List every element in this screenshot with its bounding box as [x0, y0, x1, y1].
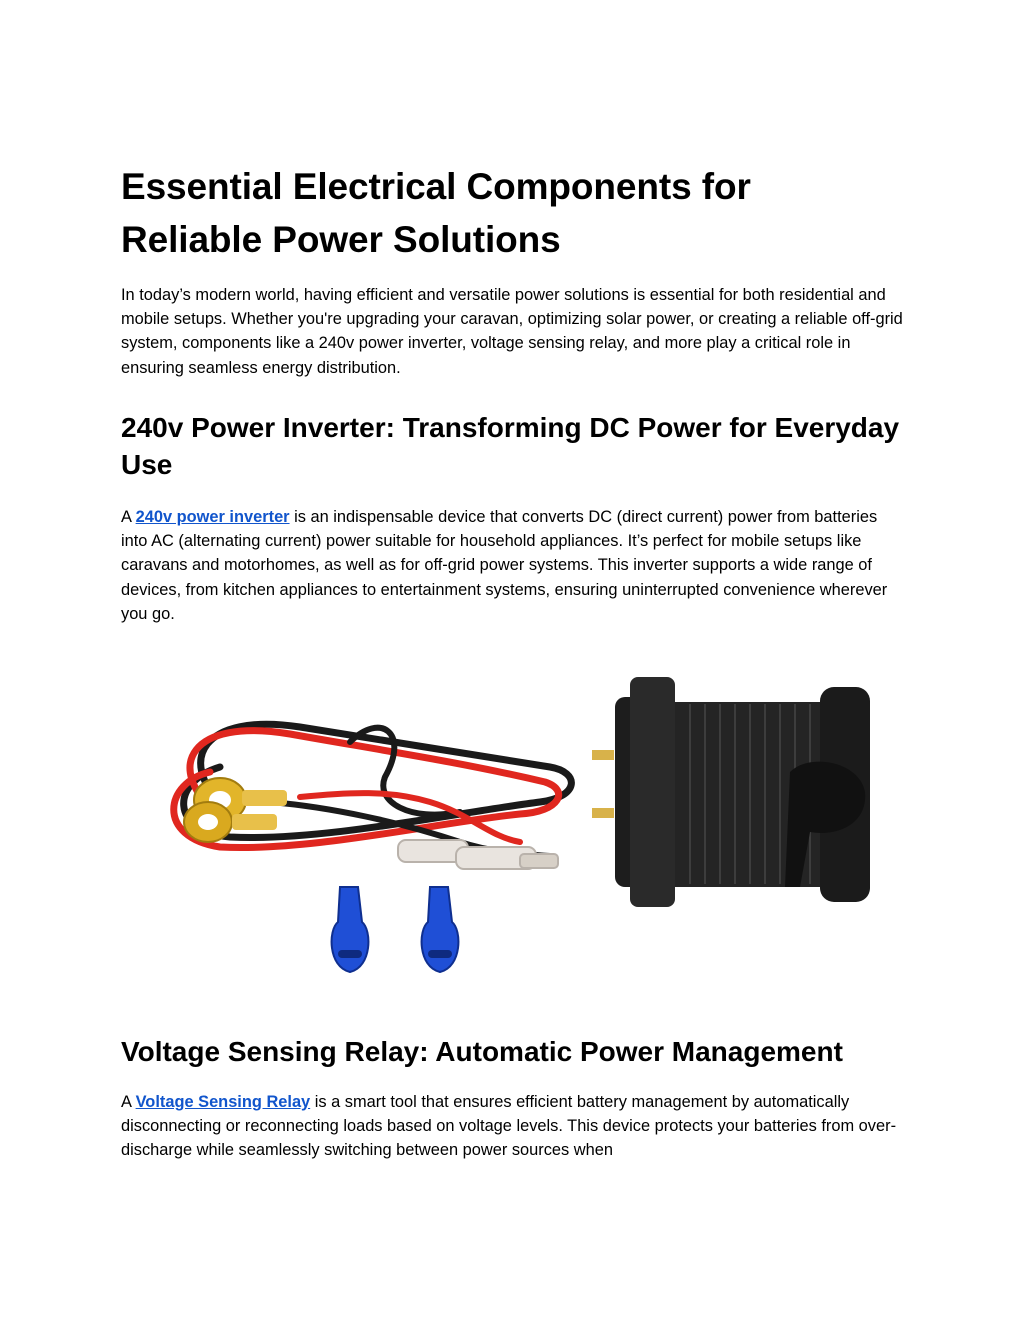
- relay-paragraph: [121, 1090, 906, 1163]
- ring-terminals: [184, 778, 287, 842]
- blue-terminals: [332, 887, 459, 972]
- inverter-lead: A: [121, 508, 136, 526]
- page-title: Essential Electrical Components for Reliable Power Solutions: [121, 166, 751, 260]
- inverter-heading: 240v Power Inverter: Transforming DC Power for Everyday Use: [121, 412, 900, 480]
- socket-housing: [592, 677, 870, 907]
- intro-paragraph: In today’s modern world, having efficient and versatile power solutions is essential for both residential and mobile setups. Whether you're upgrading your caravan, optimizing solar power, or creating a reliable off-grid system, components like a 240v power inverter, voltage sensing relay, and more play a critical role in ensuring seamless energy distribution.: [121, 286, 903, 377]
- relay-link[interactable]: Voltage Sensing Relay: [135, 1093, 311, 1111]
- inverter-paragraph: [121, 505, 906, 626]
- relay-heading: Voltage Sensing Relay: Automatic Power Management: [121, 1036, 843, 1067]
- relay-body: is a smart tool that ensures efficient battery management by automatically disconnecting or reconnecting loads based on voltage levels. This device protects your batteries from over-discharge while seamlessly switching between power sources when: [121, 1093, 897, 1160]
- inverter-link[interactable]: 240v power inverter: [135, 508, 290, 526]
- product-image: [160, 672, 900, 982]
- inverter-body: is an indispensable device that converts DC (direct current) power from batteries into AC (alternating current) power suitable for household appliances. It’s perfect for mobile setups like caravans and motorhomes, as well as for off-grid power systems. This inverter supports a wide range of devices, from kitchen appliances to entertainment systems, ensuring uninterrupted convenience wherever you go.: [121, 508, 888, 623]
- relay-lead: A: [121, 1093, 136, 1111]
